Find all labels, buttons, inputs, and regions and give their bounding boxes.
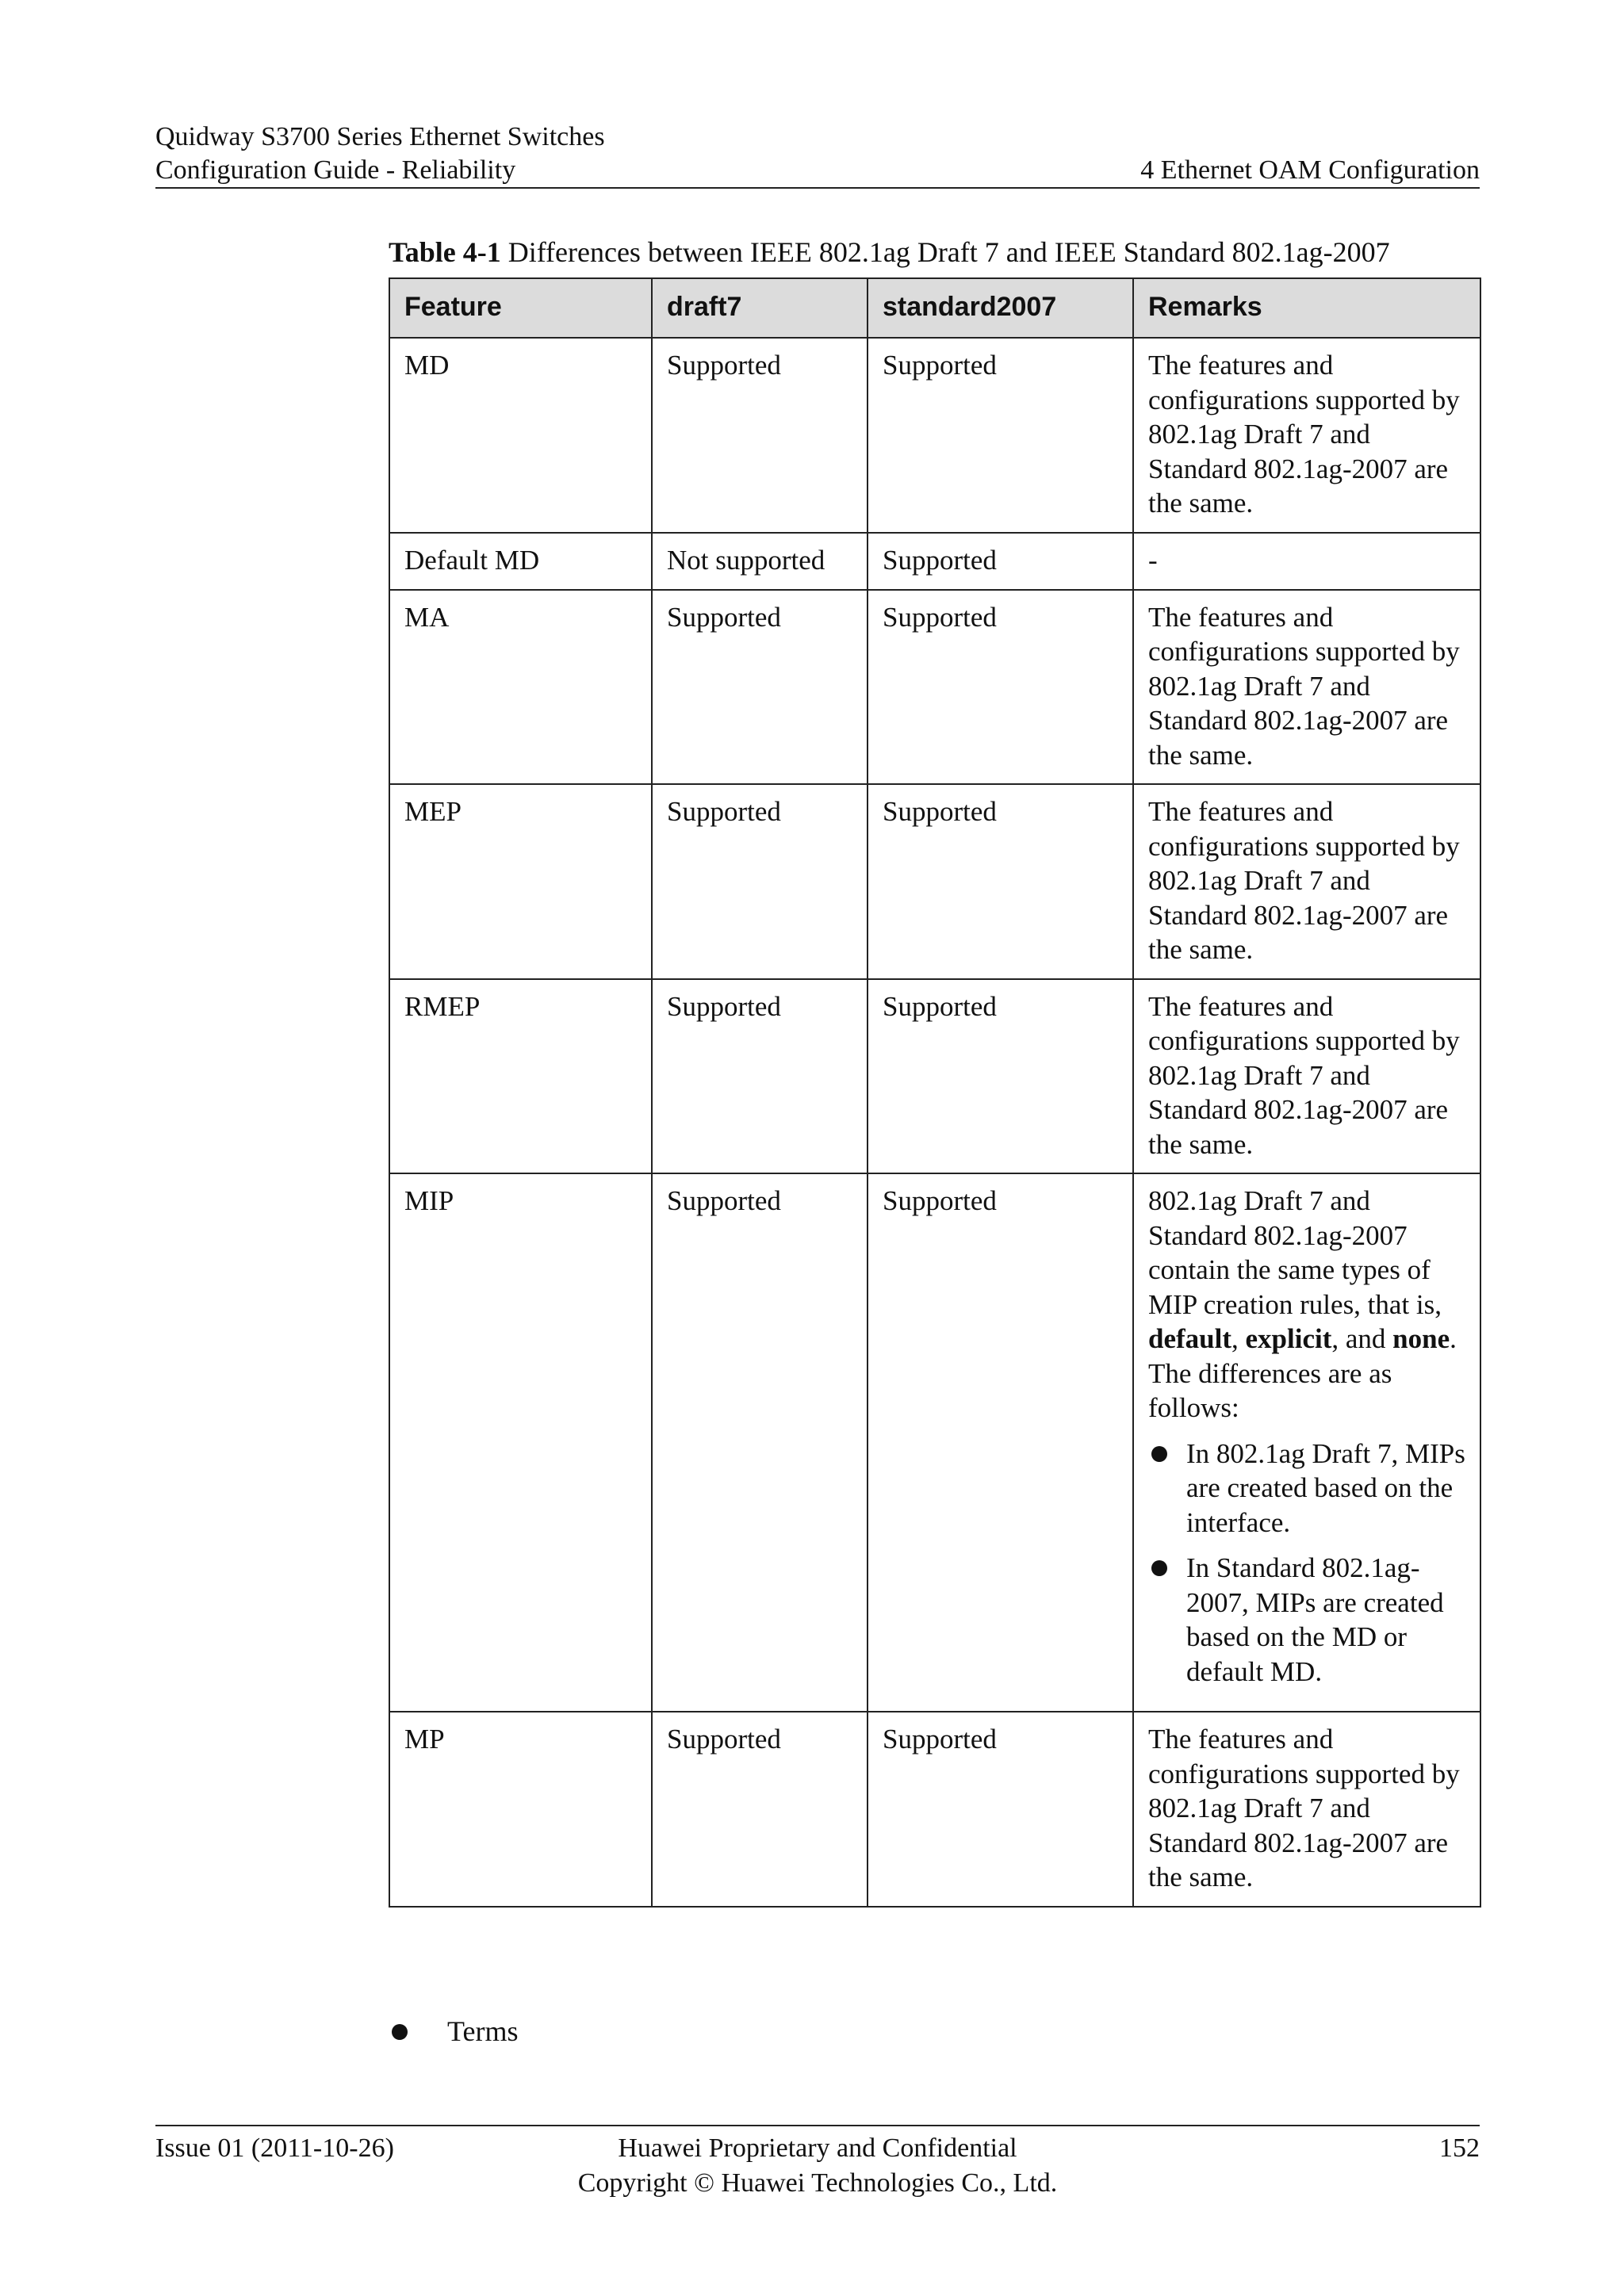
cell-draft7: Supported (652, 338, 868, 533)
cell-remarks: The features and configurations supported by 802.1ag Draft 7 and Standard 802.1ag-2007 are the same. (1133, 338, 1480, 533)
table-caption-text: Differences between IEEE 802.1ag Draft 7 and IEEE Standard 802.1ag-2007 (500, 236, 1390, 268)
mip-remarks-paragraph (1148, 1184, 1465, 1425)
table-caption (389, 235, 1390, 270)
mip-rule-default: default (1148, 1323, 1231, 1354)
cell-feature: MP (389, 1712, 652, 1907)
footer-notice: Huawei Proprietary and Confidential (618, 2133, 1017, 2163)
cell-remarks: The features and configurations supported by 802.1ag Draft 7 and Standard 802.1ag-2007 are the same. (1133, 784, 1480, 979)
mip-rule-explicit: explicit (1245, 1323, 1332, 1354)
terms-item (389, 2014, 518, 2049)
table-header-row (389, 278, 1480, 338)
cell-feature: MA (389, 590, 652, 785)
cell-draft7: Supported (652, 784, 868, 979)
bullet-icon (392, 2024, 408, 2040)
cell-remarks: - (1133, 533, 1480, 590)
header-chapter: 4 Ethernet OAM Configuration (1140, 155, 1480, 185)
table-row (389, 979, 1480, 1174)
header-guide: Configuration Guide - Reliability (155, 155, 516, 185)
cell-feature: MEP (389, 784, 652, 979)
table-row (389, 533, 1480, 590)
page-header (155, 119, 1480, 189)
cell-remarks: The features and configurations supported by 802.1ag Draft 7 and Standard 802.1ag-2007 are the same. (1133, 590, 1480, 785)
cell-feature: MD (389, 338, 652, 533)
mip-remarks-intro: 802.1ag Draft 7 and Standard 802.1ag-2007 contain the same types of MIP creation rules, that is, (1148, 1185, 1442, 1320)
bullet-text: In 802.1ag Draft 7, MIPs are created based on the interface. (1186, 1437, 1465, 1538)
table-row (389, 338, 1480, 533)
table-caption-label: Table 4-1 (389, 236, 501, 268)
header-standard2007: standard2007 (868, 278, 1133, 338)
terms-label: Terms (447, 2015, 519, 2047)
header-remarks: Remarks (1133, 278, 1480, 338)
cell-remarks: The features and configurations supported by 802.1ag Draft 7 and Standard 802.1ag-2007 are the same. (1133, 979, 1480, 1174)
cell-draft7: Supported (652, 590, 868, 785)
page-footer (155, 2125, 1480, 2206)
footer-issue: Issue 01 (2011-10-26) (155, 2133, 394, 2163)
mip-rule-none: none (1392, 1323, 1450, 1354)
cell-remarks-mip (1133, 1173, 1480, 1712)
table-row (389, 784, 1480, 979)
table-row (389, 1712, 1480, 1907)
cell-draft7: Supported (652, 979, 868, 1174)
cell-standard2007: Supported (868, 1173, 1133, 1712)
cell-remarks: The features and configurations supported by 802.1ag Draft 7 and Standard 802.1ag-2007 are the same. (1133, 1712, 1480, 1907)
mip-remarks-sep2: , and (1331, 1323, 1393, 1354)
bullet-text: In Standard 802.1ag-2007, MIPs are created based on the MD or default MD. (1186, 1552, 1444, 1687)
table-row (389, 1173, 1480, 1712)
cell-standard2007: Supported (868, 979, 1133, 1174)
cell-feature: RMEP (389, 979, 652, 1174)
mip-remarks-end: . The differences are as follows: (1148, 1323, 1457, 1423)
bullet-icon (1151, 1560, 1167, 1576)
footer-copyright: Copyright © Huawei Technologies Co., Ltd. (577, 2168, 1058, 2198)
cell-feature: MIP (389, 1173, 652, 1712)
table-row (389, 590, 1480, 785)
cell-standard2007: Supported (868, 784, 1133, 979)
list-item (1148, 1437, 1465, 1540)
cell-standard2007: Supported (868, 590, 1133, 785)
differences-table (389, 277, 1481, 1908)
cell-draft7: Supported (652, 1173, 868, 1712)
cell-draft7: Supported (652, 1712, 868, 1907)
header-draft7: draft7 (652, 278, 868, 338)
mip-differences-list (1148, 1437, 1465, 1689)
mip-remarks-sep1: , (1231, 1323, 1246, 1354)
list-item (1148, 1551, 1465, 1689)
cell-draft7: Not supported (652, 533, 868, 590)
cell-feature: Default MD (389, 533, 652, 590)
bullet-icon (1151, 1446, 1167, 1462)
cell-standard2007: Supported (868, 533, 1133, 590)
header-feature: Feature (389, 278, 652, 338)
header-product: Quidway S3700 Series Ethernet Switches (155, 122, 605, 151)
cell-standard2007: Supported (868, 1712, 1133, 1907)
page-number: 152 (1439, 2133, 1480, 2163)
cell-standard2007: Supported (868, 338, 1133, 533)
